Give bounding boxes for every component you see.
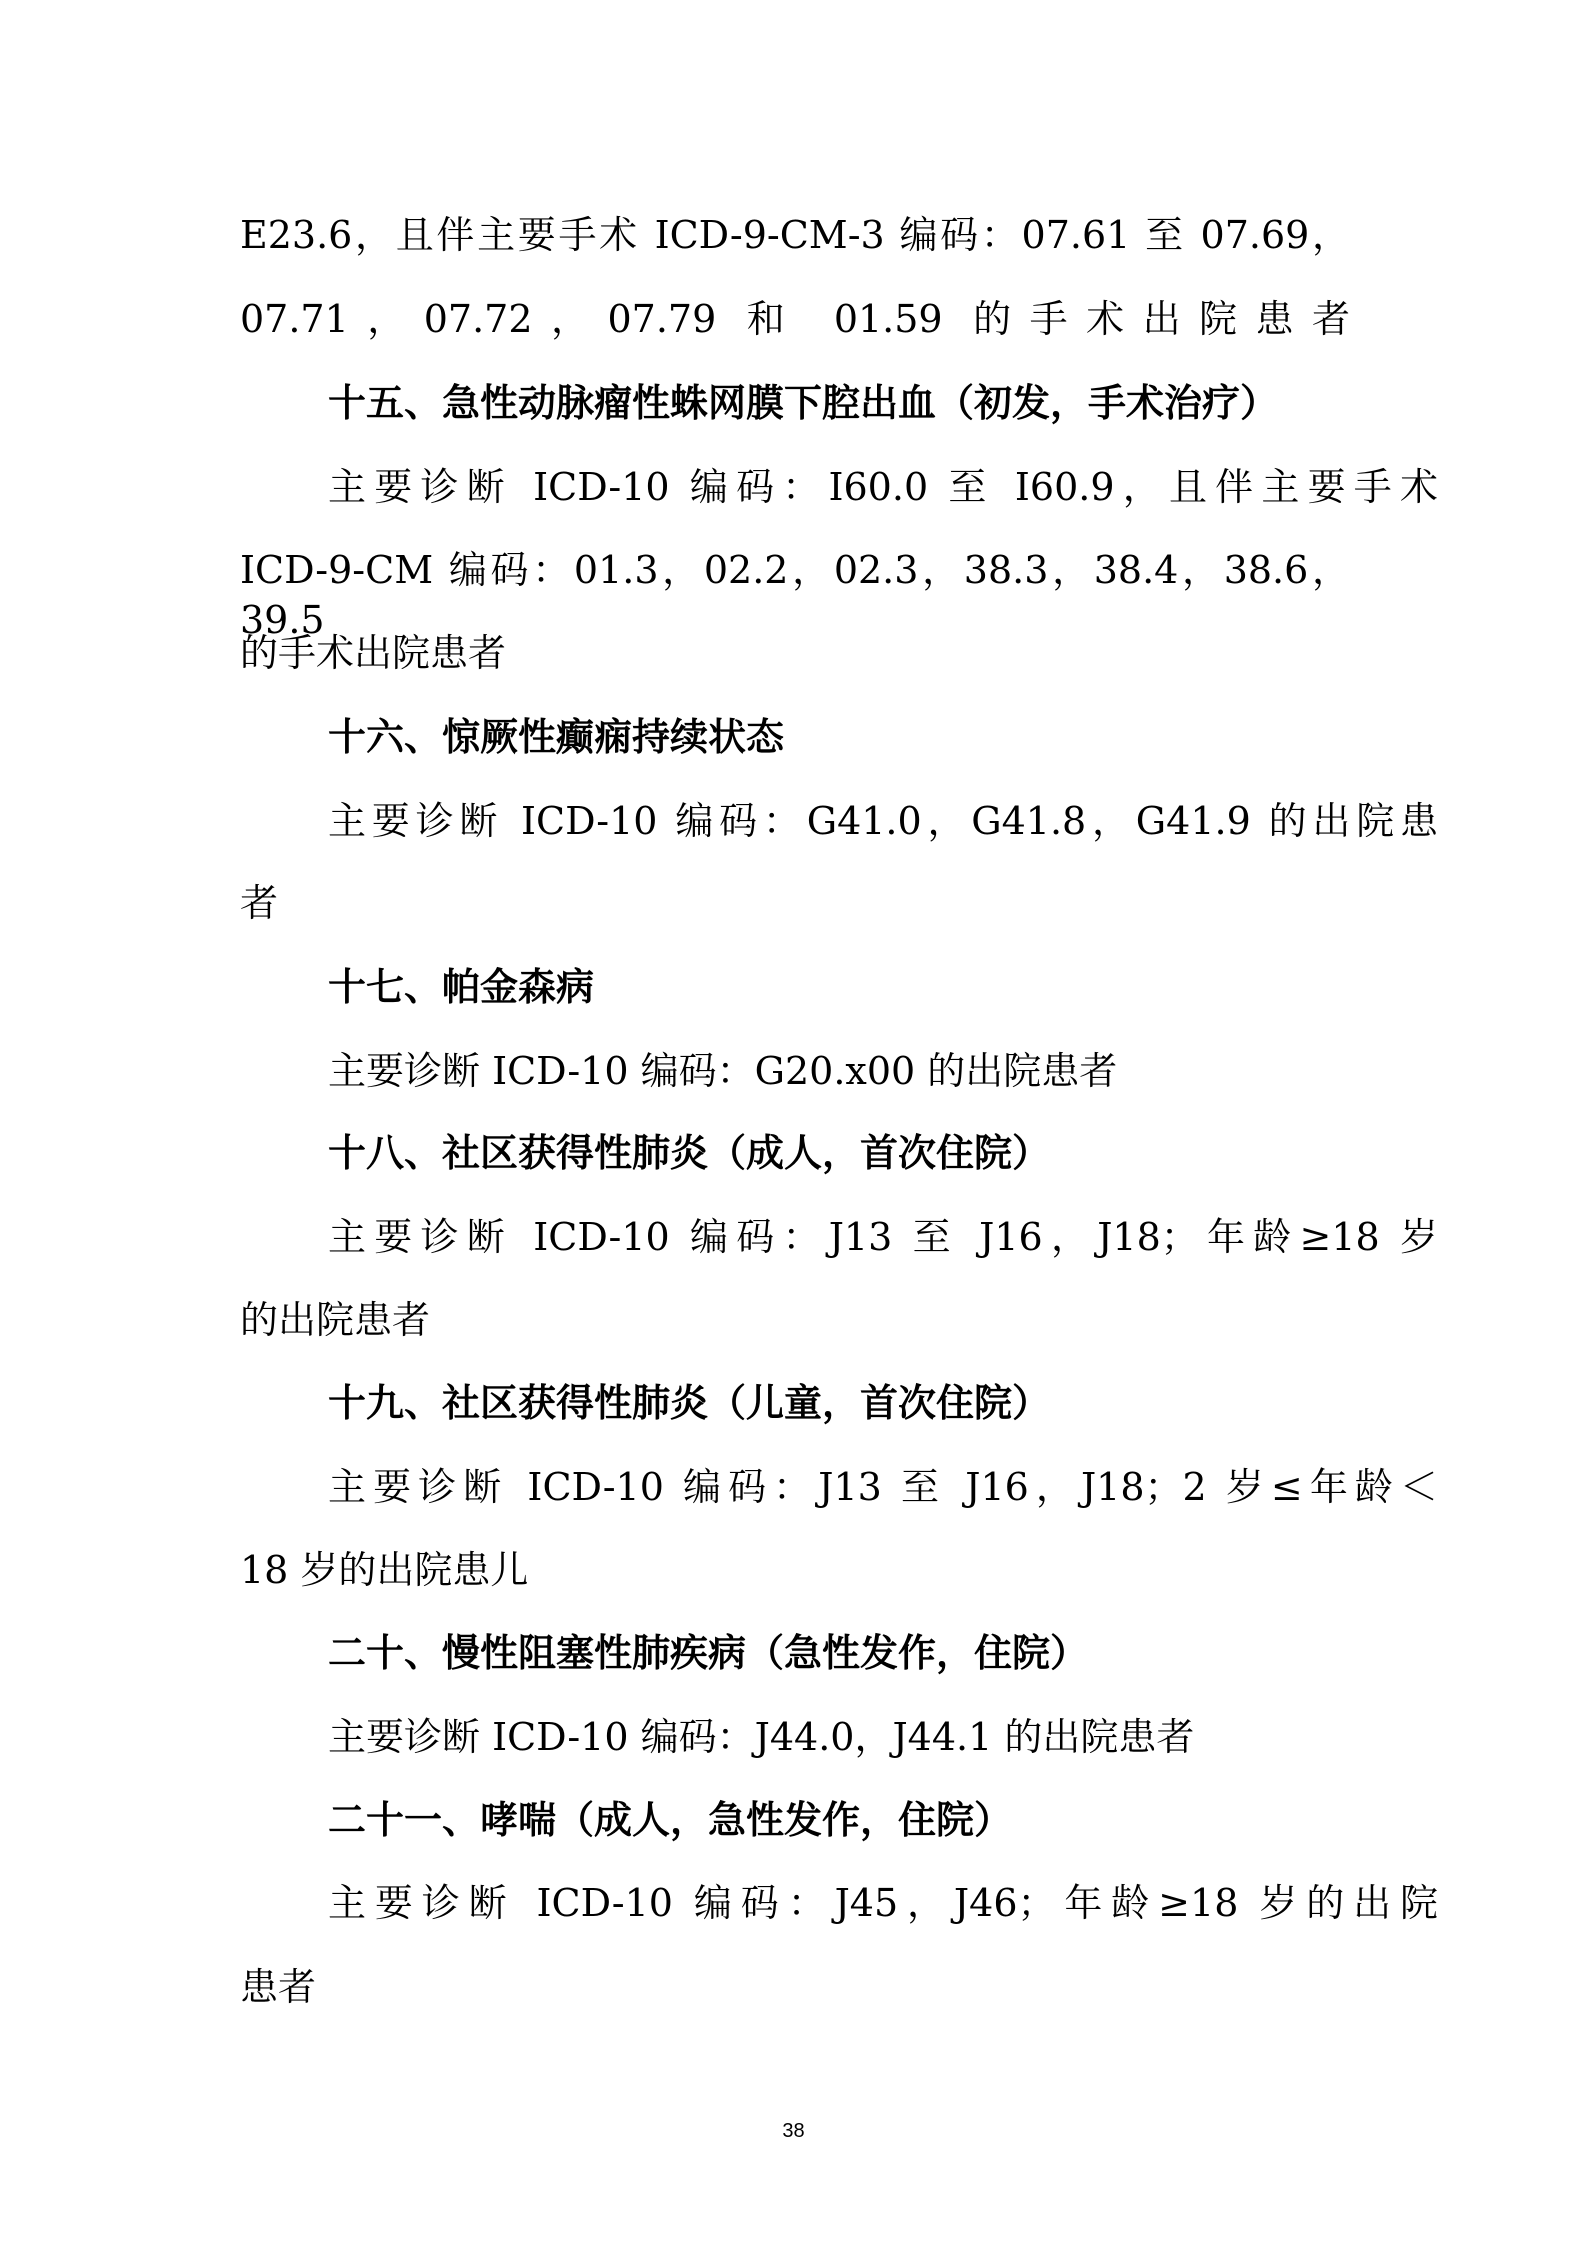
text-line-17: 18 岁的出院患儿: [240, 1548, 529, 1592]
section-heading-19: 十九、社区获得性肺炎（儿童，首次住院）: [328, 1381, 1051, 1425]
text-line-13: 主要诊断 ICD-10 编码：J13 至 J16，J18；年龄≥18 岁: [328, 1215, 1438, 1259]
text-line-11: 主要诊断 ICD-10 编码：G20.x00 的出院患者: [328, 1049, 1118, 1093]
text-line-19: 主要诊断 ICD-10 编码：J44.0，J44.1 的出院患者: [328, 1715, 1195, 1759]
text-line-21: 主要诊断 ICD-10 编码：J45，J46；年龄≥18 岁的出院: [328, 1881, 1438, 1925]
text-line-9: 者: [240, 881, 279, 925]
text-line-22: 患者: [240, 1965, 317, 2009]
text-line-4: 主要诊断 ICD-10 编码：I60.0 至 I60.9，且伴主要手术: [328, 465, 1438, 509]
page-number: 38: [782, 2120, 805, 2142]
section-heading-21: 二十一、哮喘（成人，急性发作，住院）: [328, 1798, 1013, 1842]
text-line-8: 主要诊断 ICD-10 编码：G41.0，G41.8，G41.9 的出院患: [328, 799, 1438, 843]
text-line-16: 主要诊断 ICD-10 编码：J13 至 J16，J18；2 岁≤年龄＜: [328, 1465, 1438, 1509]
section-heading-16: 十六、惊厥性癫痫持续状态: [328, 715, 785, 759]
text-line-2: 07.71，07.72，07.79 和 01.59 的手术出院患者: [240, 297, 1350, 341]
text-line-1: E23.6，且伴主要手术 ICD-9-CM-3 编码：07.61 至 07.69，: [240, 213, 1350, 257]
section-heading-20: 二十、慢性阻塞性肺疾病（急性发作，住院）: [328, 1631, 1089, 1675]
section-heading-17: 十七、帕金森病: [328, 965, 595, 1009]
text-line-6: 的手术出院患者: [240, 631, 507, 675]
section-heading-18: 十八、社区获得性肺炎（成人，首次住院）: [328, 1131, 1051, 1175]
text-line-5: ICD-9-CM 编码：01.3，02.2，02.3，38.3，38.4，38.6，39.5: [240, 548, 1350, 642]
text-line-14: 的出院患者: [240, 1298, 431, 1342]
section-heading-15: 十五、急性动脉瘤性蛛网膜下腔出血（初发，手术治疗）: [328, 381, 1279, 425]
